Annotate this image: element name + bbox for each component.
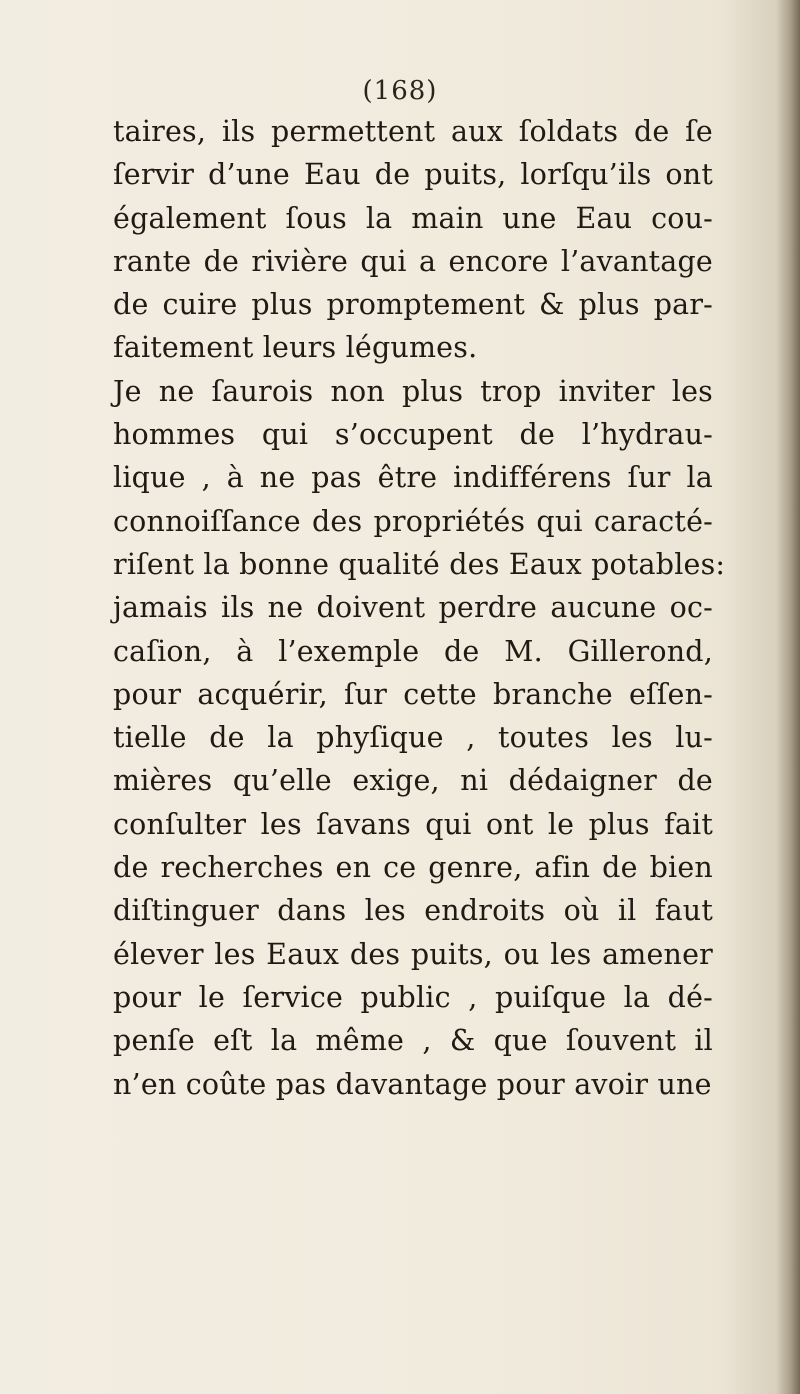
text-line: élever les Eaux des puits, ou les amener	[113, 937, 713, 971]
body-text	[113, 110, 726, 1106]
text-line: taires, ils permettent aux ſoldats de ſe	[113, 115, 713, 148]
text-line: lique , à ne pas être indifférens ſur la	[113, 461, 713, 495]
page-number: (168)	[362, 76, 438, 106]
text-line: ſervir d’une Eau de puits, lorſqu’ils ont	[113, 158, 713, 192]
text-line: caſion, à l’exemple de M. Gillerond,	[113, 634, 713, 668]
page-edge-shadow	[776, 0, 800, 1394]
text-line: également ſous la main une Eau cou-	[113, 201, 713, 235]
text-line: faitement leurs légumes.	[113, 331, 478, 365]
text-line: jamais ils ne doivent perdre aucune oc-	[113, 591, 713, 625]
text-line: de recherches en ce genre, afin de bien	[113, 851, 713, 885]
text-line: tielle de la phyſique , toutes les lu-	[113, 721, 713, 755]
text-line: hommes qui s’occupent de l’hydrau-	[113, 418, 713, 452]
text-line: conſulter les ſavans qui ont le plus fait	[113, 807, 713, 841]
text-line: diſtinguer dans les endroits où il faut	[113, 894, 713, 928]
text-line: mières qu’elle exige, ni dédaigner de	[113, 764, 713, 798]
text-line: connoiſſance des propriétés qui caracté-	[113, 504, 713, 538]
text-line: n’en coûte pas davantage pour avoir une	[113, 1067, 712, 1101]
text-line: de cuire plus promptement & plus par-	[113, 288, 713, 322]
text-line: rante de rivière qui a encore l’avantage	[113, 244, 713, 278]
text-line: riſent la bonne qualité des Eaux potables:	[113, 547, 726, 581]
text-line: penſe eſt la même , & que ſouvent il	[113, 1024, 713, 1058]
text-line: Je ne ſaurois non plus trop inviter les	[113, 374, 713, 408]
text-line: pour acquérir, ſur cette branche eſſen-	[113, 677, 713, 711]
text-line: pour le ſervice public , puiſque la dé-	[113, 980, 713, 1014]
